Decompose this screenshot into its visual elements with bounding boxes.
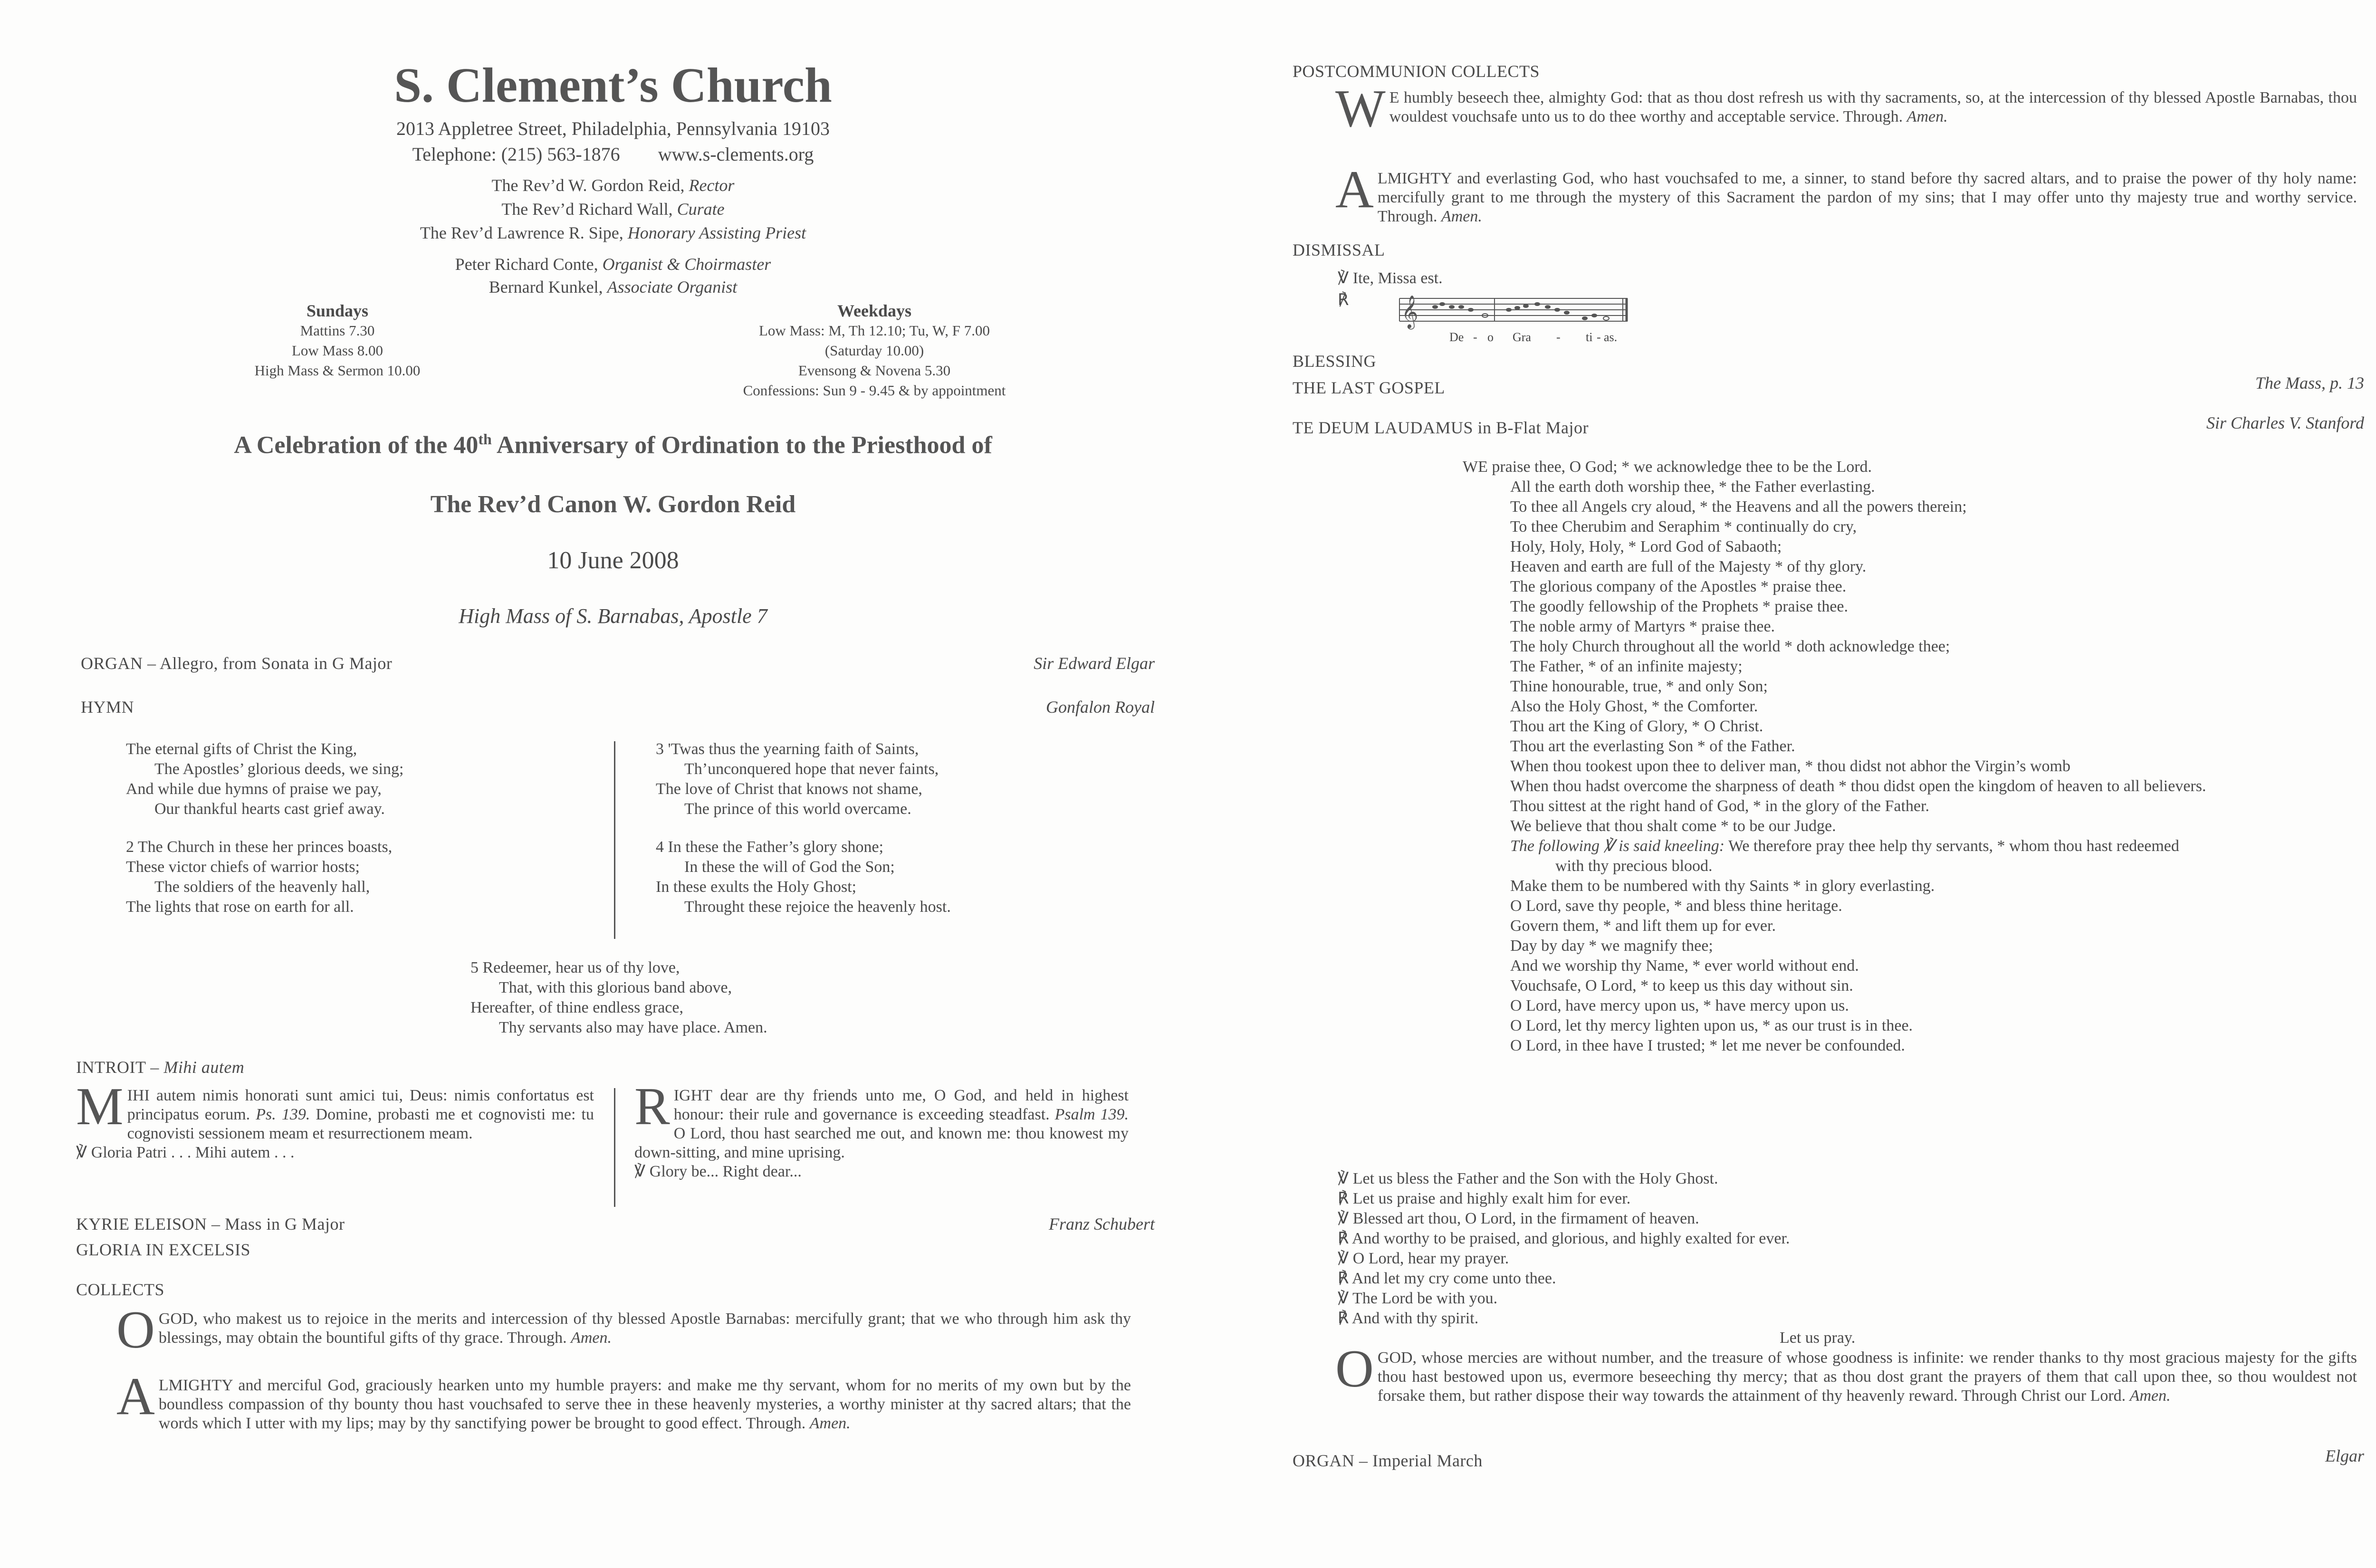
versicle: ℟ And with thy spirit. bbox=[1338, 1310, 1479, 1327]
clergy-honorary: The Rev’d Lawrence R. Sipe, Honorary Assisting Priest bbox=[420, 223, 806, 242]
associate-organist: Bernard Kunkel, Associate Organist bbox=[489, 277, 738, 296]
te-deum-lines: All the earth doth worship thee, * the Father everlasting. To thee all Angels cry aloud, * the Heavens and all the powers therein; To thee Cherubim and Seraphim * continually do cry, Holy, Holy, Holy, * Lord God of Sabaoth; Heaven and earth are full of the Majesty * of thy glory. The glorious company of the Apostles * praise thee. The goodly fellowship of the Prophets * praise thee. The noble army of Martyrs * praise thee. The holy Church throughout all the world * doth acknowledge thee; The Father, * of an infinite majesty; Thine honourable, true, * and only Son; Also the Holy Ghost, * the Comforter. Thou art the King of Glory, * O Christ. Thou art the everlasting Son * of the Father. When thou tookest upon thee to deliver man, * thou didst not abhor the Virgin’s womb When thou hadst overcome the sharpness of death * thou didst open the kingdom of heaven to all believers. Thou sittest at the right hand of God, * in the glory of the Father. We believe that thou shalt come * to be our Judge. The following ℣ is said kneeling: We therefore pray thee help thy servants, * whom thou hast redeemed with thy precious blood. Make them to be numbered with thy Saints * in glory everlasting. O Lord, save thy people, * and bless thine heritage. Govern them, * and lift them up for ever. Day by day * we magnify thee; And we worship thy Name, * ever world without end. Vouchsafe, O Lord, * to keep us this day without sin. O Lord, have mercy upon us, * have mercy upon us. O Lord, let thy mercy lighten upon us, * as our trust is in thee. O Lord, in thee have I trusted; * let me never be confounded. bbox=[1510, 477, 2206, 1056]
te-deum-kneel: The following ℣ is said kneeling: We therefore pray thee help thy servants, * whom thou hast redeemed bbox=[1510, 837, 2179, 855]
collect-1: OGOD, who makest us to rejoice in the merits and intercession of thy blessed Apostle Barnabas: mercifully grant; that we who through him ask thy blessings, may obtain the bountiful gifts of thy grace. Through. Amen. bbox=[116, 1300, 1131, 1359]
te-deum-line: Day by day * we magnify thee; bbox=[1510, 937, 1713, 955]
final-collect: OGOD, whose mercies are without number, and the treasure of whose goodness is infinite: we render thanks to thy most gracious majesty for the gifts thou hast bestowed upon us, evermore beseeching thy mercy; that as thou dost grant the prayers of them that call upon thee, so thou wouldest not forsake them, but rather dispose their way towards the attainment of thy heavenly reward. Through Christ our Lord. Amen. bbox=[1335, 1339, 2357, 1405]
drop-cap: W bbox=[1335, 79, 1386, 138]
drop-cap: R bbox=[634, 1077, 670, 1136]
introit-english: RIGHT dear are thy friends unto me, O God, and held in highest honour: their rule and governance is exceeding steadfast. Psalm 139. O Lord, thou hast searched me out, and known me: thou knowest my down-sitting, and mine uprising. ℣ Glory be... Right dear... bbox=[634, 1077, 1129, 1180]
svg-text:-: - bbox=[1556, 330, 1561, 344]
weekdays-title: Weekdays bbox=[837, 301, 912, 320]
gloria-label: GLORIA IN EXCELSIS bbox=[76, 1240, 250, 1259]
hymn-column-rule bbox=[614, 741, 615, 939]
te-deum-line: O Lord, have mercy upon us, * have mercy upon us. bbox=[1510, 997, 1849, 1014]
kyrie-composer: Franz Schubert bbox=[1049, 1214, 1155, 1233]
versicles bbox=[1338, 1169, 1790, 1329]
versicle: ℟ Let us praise and highly exalt him for ever. bbox=[1338, 1190, 1631, 1207]
dismissal-versicle: ℣ Ite, Missa est. bbox=[1338, 269, 1443, 287]
drop-cap: O bbox=[1335, 1339, 1374, 1398]
sundays-schedule: Sundays Mattins 7.30 Low Mass 8.00 High Mass & Sermon 10.00 bbox=[204, 301, 470, 381]
telephone: Telephone: (215) 563-1876 bbox=[412, 143, 620, 165]
te-deum-text: WE praise thee, O God; * we acknowledge thee to be the Lord. bbox=[1463, 458, 1872, 476]
collects-label: COLLECTS bbox=[76, 1280, 165, 1299]
te-deum-label: TE DEUM LAUDAMUS in B-Flat Major bbox=[1293, 418, 1589, 437]
right-page bbox=[1290, 0, 2364, 1568]
te-deum-line: Holy, Holy, Holy, * Lord God of Sabaoth; bbox=[1510, 538, 1782, 555]
te-deum-line: We believe that thou shalt come * to be our Judge. bbox=[1510, 817, 1836, 835]
drop-cap: A bbox=[1335, 160, 1374, 219]
te-deum-line: The holy Church throughout all the world * doth acknowledge thee; bbox=[1510, 638, 1950, 655]
honoree: The Rev’d Canon W. Gordon Reid bbox=[430, 491, 796, 518]
versicle: ℣ The Lord be with you. bbox=[1338, 1290, 1498, 1307]
te-deum-line: When thou hadst overcome the sharpness of death * thou didst open the kingdom of heaven to all believers. bbox=[1510, 777, 2206, 795]
te-deum-line: Vouchsafe, O Lord, * to keep us this day without sin. bbox=[1510, 977, 1853, 994]
drop-cap: O bbox=[116, 1300, 155, 1359]
te-deum-line: O Lord, save thy people, * and bless thine heritage. bbox=[1510, 897, 1842, 915]
hymn-verse-5: 5 Redeemer, hear us of thy love, That, with this glorious band above, Hereafter, of thine endless grace, Thy servants also may have place. Amen. bbox=[470, 959, 767, 1036]
staff-lines bbox=[1399, 298, 1628, 321]
te-deum-line: Also the Holy Ghost, * the Comforter. bbox=[1510, 698, 1758, 715]
service-date: 10 June 2008 bbox=[547, 547, 679, 574]
feast-title: High Mass of S. Barnabas, Apostle 7 bbox=[459, 604, 767, 628]
te-deum-line: O Lord, let thy mercy lighten upon us, * as our trust is in thee. bbox=[1510, 1017, 1913, 1034]
drop-cap: M bbox=[76, 1077, 124, 1136]
versicle: ℣ O Lord, hear my prayer. bbox=[1338, 1250, 1509, 1267]
clergy-curate: The Rev’d Richard Wall, Curate bbox=[501, 200, 725, 219]
collect-2: ALMIGHTY and merciful God, graciously hearken unto my humble prayers: and make me thy servant, whom for no merits of my own but by the boundless compassion of thy bounty thou hast vouchsafed to serve thee in these heavenly mysteries, a worthy minister at thy sacred altars; that the words which I utter with my lips; may by thy sanctifying power be brought to good effect. Through. Amen. bbox=[116, 1367, 1131, 1432]
dismissal-response: ℟ bbox=[1338, 291, 1349, 309]
postcommunion-label: POSTCOMMUNION COLLECTS bbox=[1293, 62, 1540, 81]
church-name: S. Clement’s Church bbox=[394, 58, 832, 113]
te-deum-line: The glorious company of the Apostles * praise thee. bbox=[1510, 578, 1847, 595]
te-deum-line: And we worship thy Name, * ever world without end. bbox=[1510, 957, 1859, 975]
svg-text:Gra: Gra bbox=[1513, 330, 1531, 344]
church-contact bbox=[71, 143, 1155, 165]
hymn-verse-4: 4 In these the Father’s glory shone; In these the will of God the Son; In these exults the Holy Ghost; Throught these rejoice the heavenly host. bbox=[656, 838, 951, 916]
website-link[interactable]: www.s-clements.org bbox=[658, 143, 814, 165]
hymn-verse-1: The eternal gifts of Christ the King, The Apostles’ glorious deeds, we sing; And while due hymns of praise we pay, Our thankful hearts cast grief away. bbox=[126, 740, 404, 818]
te-deum-line: The goodly fellowship of the Prophets * praise thee. bbox=[1510, 598, 1849, 615]
introit-latin: MIHI autem nimis honorati sunt amici tui, Deus: nimis confortatus est principatus eorum. Ps. 139. Domine, probasti me et cognovisti me: tu cognovisti sessionem meam et resurrectionem meam. ℣ Gloria Patri . . . Mihi autem . . . bbox=[76, 1077, 594, 1161]
versicle: ℟ And let my cry come unto thee. bbox=[1338, 1270, 1556, 1287]
last-gospel-ref: The Mass, p. 13 bbox=[2255, 373, 2364, 392]
te-deum-line: O Lord, in thee have I trusted; * let me never be confounded. bbox=[1510, 1037, 1905, 1054]
celebration-title: A Celebration of the 40th Anniversary of Ordination to the Priesthood of bbox=[234, 430, 992, 459]
te-deum-line: Govern them, * and lift them up for ever. bbox=[1510, 917, 1776, 935]
te-deum-line: When thou tookest upon thee to deliver man, * thou didst not abhor the Virgin’s womb bbox=[1510, 757, 2070, 775]
svg-text:De: De bbox=[1449, 330, 1464, 344]
te-deum-composer: Sir Charles V. Stanford bbox=[2206, 413, 2364, 432]
kyrie-label: KYRIE ELEISON – Mass in G Major bbox=[76, 1214, 345, 1233]
te-deum-line: The noble army of Martyrs * praise thee. bbox=[1510, 618, 1775, 635]
introit-label: INTROIT – Mihi autem bbox=[76, 1058, 245, 1077]
postcommunion-2: ALMIGHTY and everlasting God, who hast vouchsafed to me, a sinner, to stand before thy sacred altars, and to praise the power of thy holy name: mercifully grant to me through the mystery of this Sacrament the pardon of my sins; that I may offer unto thy majesty true and worthy service. Through. Amen. bbox=[1335, 160, 2357, 225]
chant-notes bbox=[1432, 302, 1609, 320]
church-address: 2013 Appletree Street, Philadelphia, Pennsylvania 19103 bbox=[396, 118, 830, 139]
weekdays-schedule: Weekdays Low Mass: M, Th 12.10; Tu, W, F 7.00 (Saturday 10.00) Evensong & Novena 5.30 Confessions: Sun 9 - 9.45 & by appointment bbox=[703, 301, 1045, 401]
blessing-label: BLESSING bbox=[1293, 352, 1377, 371]
chant-lyrics bbox=[1449, 330, 1617, 344]
dismissal-label: DISMISSAL bbox=[1293, 240, 1385, 259]
hymn-verse-3: 3 'Twas thus the yearning faith of Saints, Th’unconquered hope that never faints, The love of Christ that knows not shame, The prince of this world overcame. bbox=[656, 740, 939, 818]
last-gospel-label: THE LAST GOSPEL bbox=[1293, 378, 1445, 397]
sundays-title: Sundays bbox=[306, 301, 369, 320]
versicle: ℟ And worthy to be praised, and glorious, and highly exalted for ever. bbox=[1338, 1230, 1790, 1247]
organist: Peter Richard Conte, Organist & Choirmaster bbox=[455, 255, 771, 274]
treble-clef-icon: 𝄞 bbox=[1401, 296, 1418, 327]
hymn-verse-2: 2 The Church in these her princes boasts, These victor chiefs of warrior hosts; The soldiers of the heavenly hall, The lights that rose on earth for all. bbox=[126, 838, 393, 916]
te-deum-line: To thee all Angels cry aloud, * the Heavens and all the powers therein; bbox=[1510, 498, 1967, 516]
postcommunion-1: W E humbly beseech thee, almighty God: that as thou dost refresh us with thy sacraments, so, at the intercession of thy blessed Apostle Barnabas, thou wouldest vouchsafe unto us to do thee worthy and acceptable service. Through. Amen. bbox=[1335, 79, 2357, 138]
hymn-tune: Gonfalon Royal bbox=[1046, 698, 1155, 717]
te-deum-line: Thou sittest at the right hand of God, * in the glory of the Father. bbox=[1510, 797, 1929, 815]
left-page bbox=[71, 0, 1155, 1568]
let-us-pray: Let us pray. bbox=[1780, 1329, 1856, 1347]
clergy-rector: The Rev’d W. Gordon Reid, Rector bbox=[491, 176, 735, 195]
organ-prelude-composer: Sir Edward Elgar bbox=[1034, 654, 1155, 673]
drop-cap: A bbox=[116, 1367, 155, 1426]
svg-text:o: o bbox=[1487, 330, 1494, 344]
organ-prelude-label: ORGAN – Allegro, from Sonata in G Major bbox=[81, 654, 393, 673]
organ-postlude-composer: Elgar bbox=[2325, 1446, 2364, 1465]
te-deum-line: Make them to be numbered with thy Saints * in glory everlasting. bbox=[1510, 877, 1935, 895]
organ-postlude-label: ORGAN – Imperial March bbox=[1293, 1451, 1483, 1470]
svg-text:-: - bbox=[1473, 330, 1477, 344]
svg-text:-: - bbox=[1597, 330, 1601, 344]
svg-text:ti: ti bbox=[1586, 330, 1593, 344]
svg-text:as.: as. bbox=[1604, 330, 1618, 344]
versicle: ℣ Blessed art thou, O Lord, in the firmament of heaven. bbox=[1338, 1210, 1699, 1227]
te-deum-line: Thine honourable, true, * and only Son; bbox=[1510, 678, 1768, 695]
hymn-label: HYMN bbox=[81, 698, 134, 717]
te-deum-line: The Father, * of an infinite majesty; bbox=[1510, 658, 1743, 675]
versicle: ℣ Let us bless the Father and the Son with the Holy Ghost. bbox=[1338, 1170, 1718, 1187]
te-deum-line: All the earth doth worship thee, * the Father everlasting. bbox=[1510, 478, 1875, 496]
te-deum-line: Thou art the everlasting Son * of the Father. bbox=[1510, 737, 1795, 755]
te-deum-line: Heaven and earth are full of the Majesty * of thy glory. bbox=[1510, 558, 1867, 575]
te-deum-line: Thou art the King of Glory, * O Christ. bbox=[1510, 717, 1763, 735]
te-deum-line: To thee Cherubim and Seraphim * continually do cry, bbox=[1510, 518, 1857, 535]
introit-column-rule bbox=[614, 1088, 615, 1207]
chant-staff bbox=[1395, 294, 1632, 365]
